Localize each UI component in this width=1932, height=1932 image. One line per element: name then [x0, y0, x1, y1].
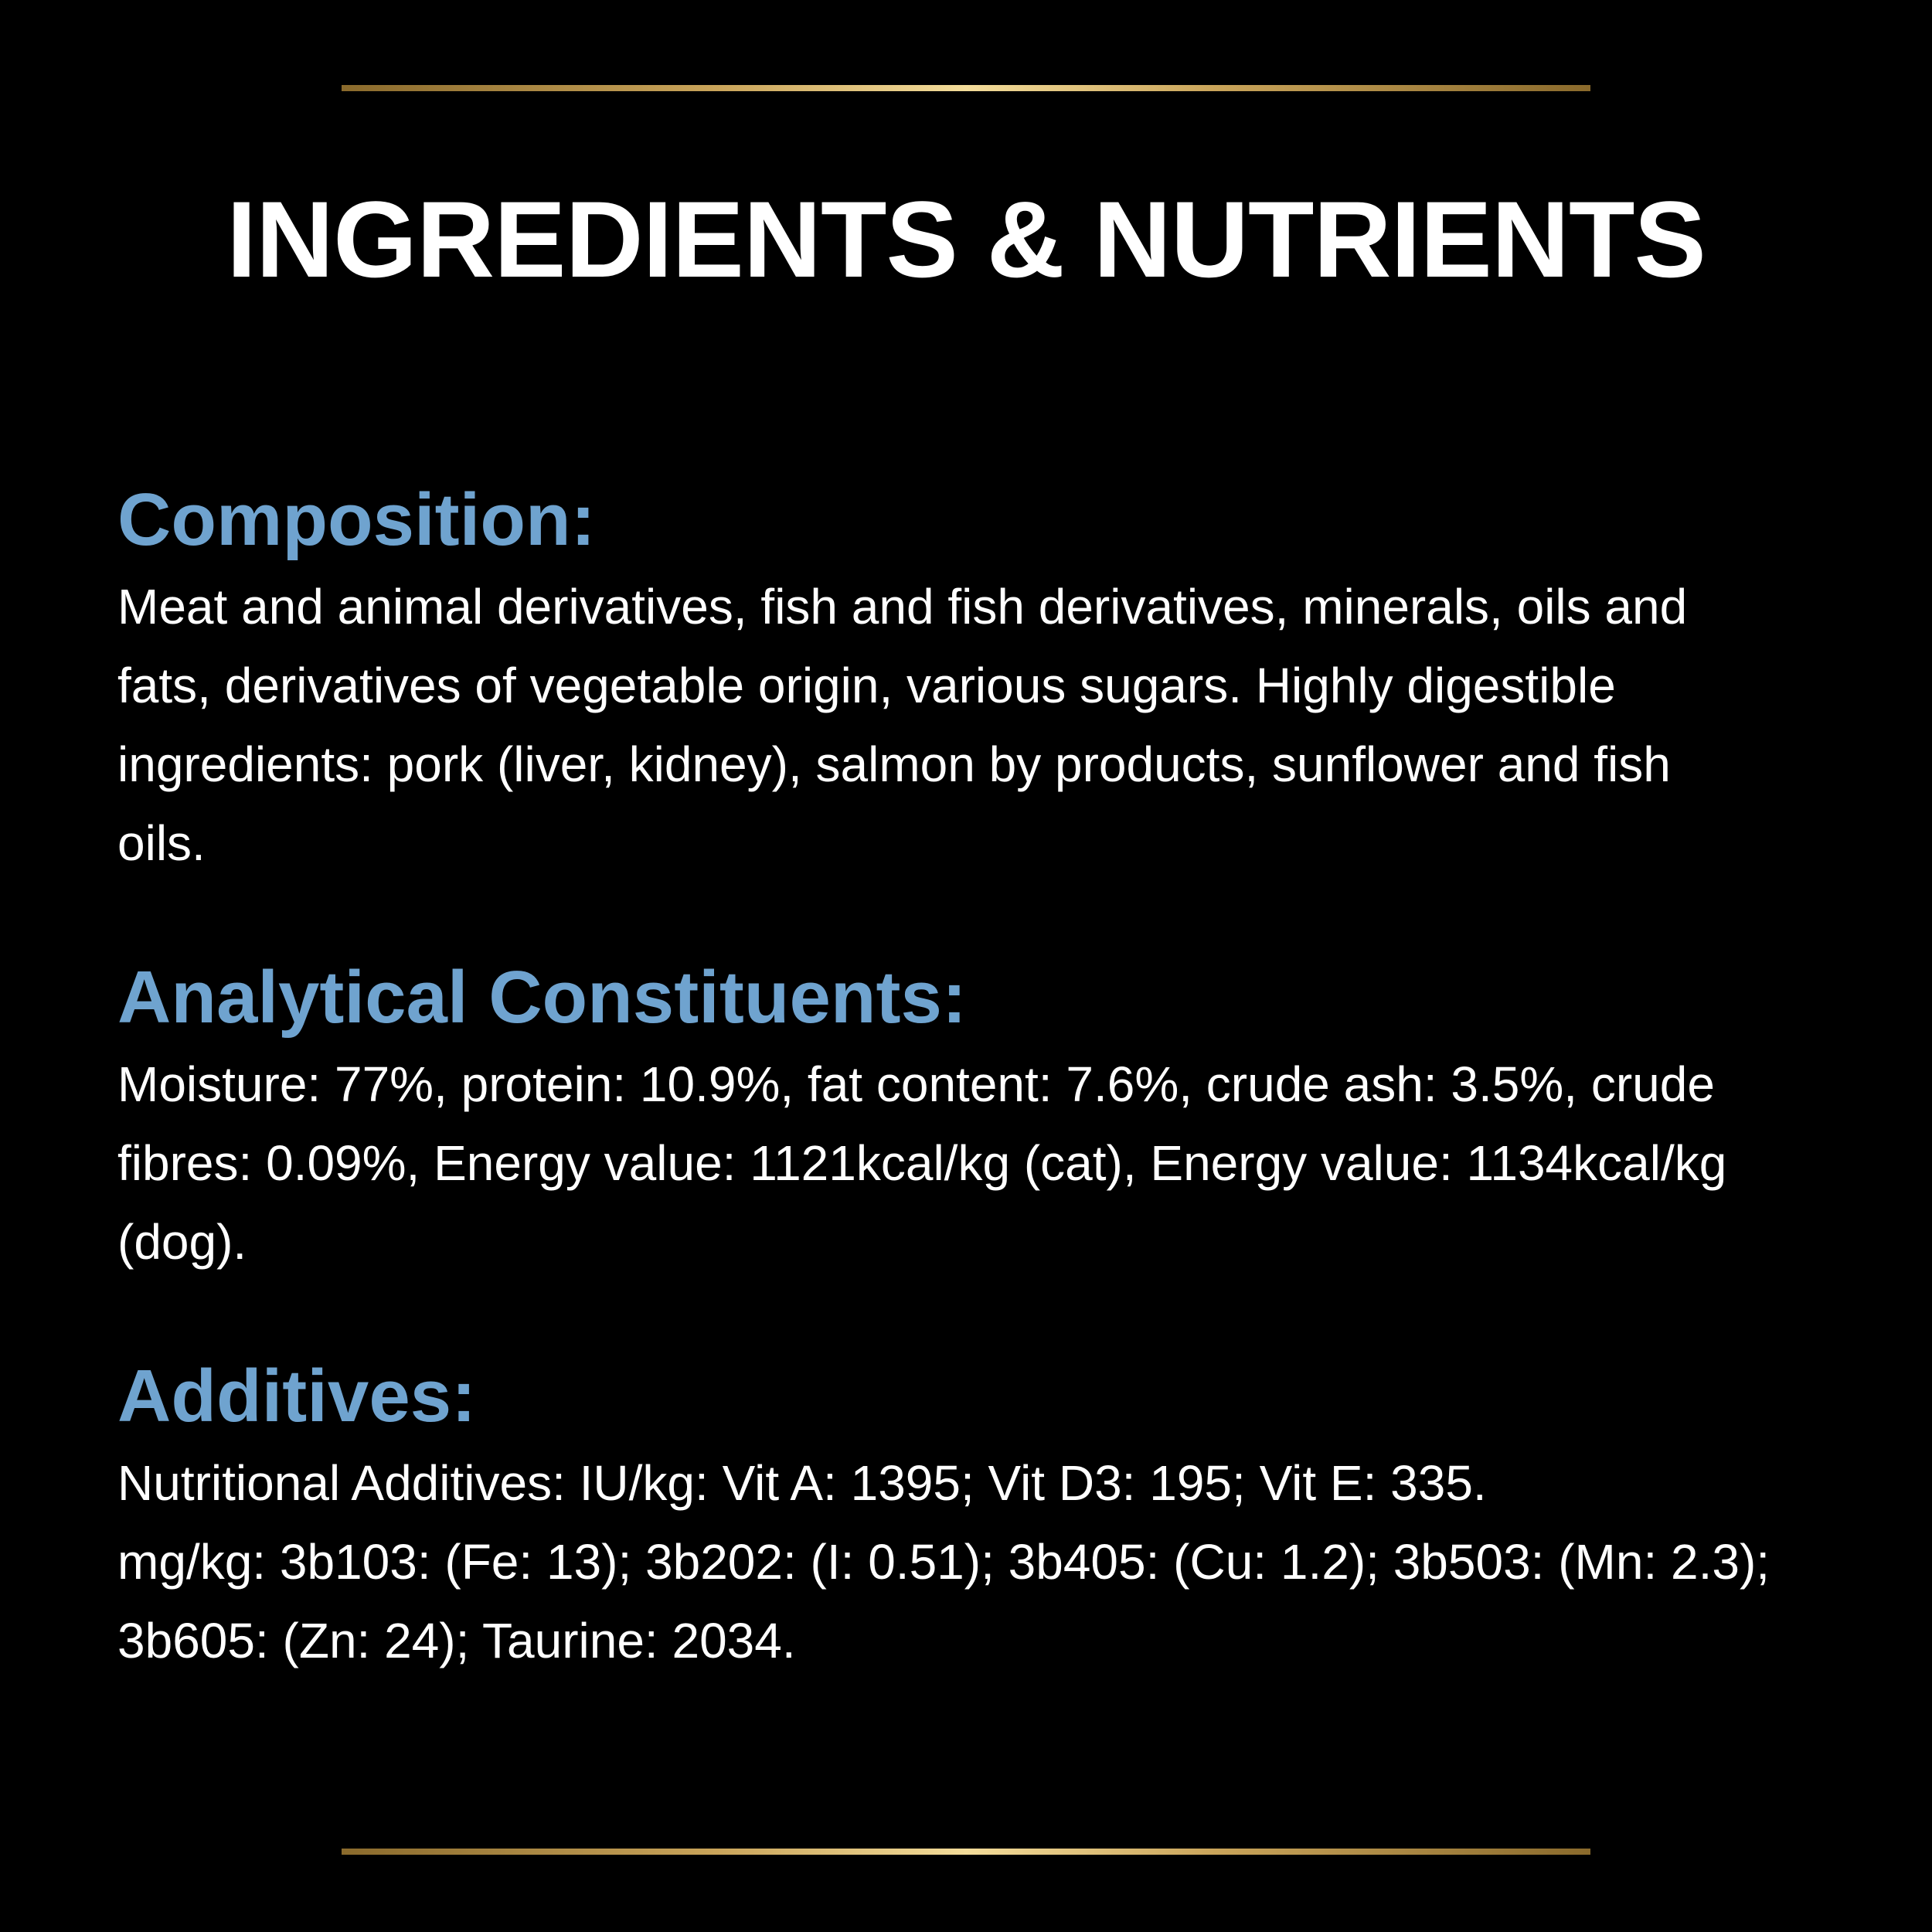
page-title: INGREDIENTS & NUTRIENTS	[226, 179, 1706, 300]
analytical-constituents-section	[117, 955, 1833, 1281]
top-gold-divider	[342, 85, 1590, 91]
analytical-constituents-text: Moisture: 77%, protein: 10.9%, fat content: 7.6%, crude ash: 3.5%, crude fibres: 0.09%, Energy value: 1121kcal/kg (cat), Energy value: 1134kcal/kg (dog).	[117, 1056, 1727, 1270]
composition-section	[117, 478, 1833, 883]
composition-text: Meat and animal derivatives, fish and fish derivatives, minerals, oils and fats, derivatives of vegetable origin, various sugars. Highly digestible ingredients: pork (liver, kidney), salmon by products, sunflower and fish oils.	[117, 579, 1688, 871]
additives-text: Nutritional Additives: IU/kg: Vit A: 1395; Vit D3: 195; Vit E: 335. mg/kg: 3b103: (Fe: 13); 3b202: (I: 0.51); 3b405: (Cu: 1.2); 3b503: (Mn: 2.3); 3b605: (Zn: 24); Taurine: 2034.	[117, 1455, 1770, 1668]
bottom-gold-divider	[342, 1849, 1590, 1855]
additives-section	[117, 1354, 1833, 1680]
composition-heading: Composition:	[117, 478, 596, 561]
additives-heading: Additives:	[117, 1355, 477, 1437]
analytical-constituents-heading: Analytical Constituents:	[117, 956, 967, 1039]
